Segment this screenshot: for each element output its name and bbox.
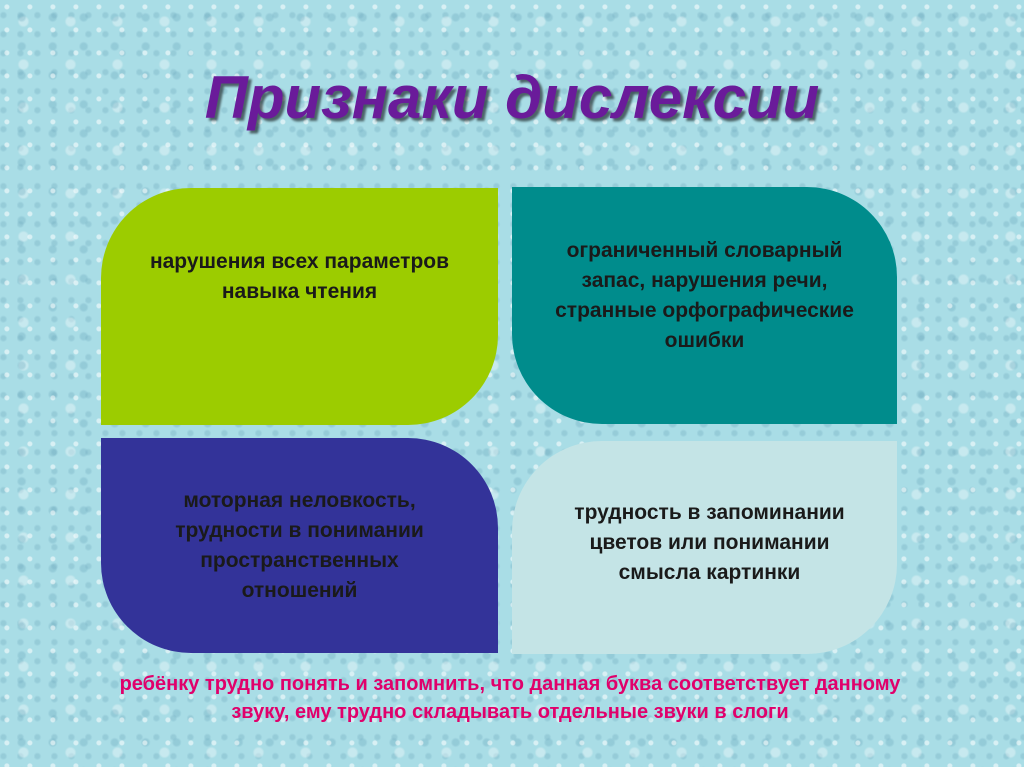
slide-title: Признаки дислексии: [204, 64, 820, 131]
vocabulary-speech-text: ограниченный словарный запас, нарушения речи, странные орфографические ошибки: [555, 238, 854, 352]
color-memory-text: трудность в запоминании цветов или понимании смысла картинки: [574, 500, 845, 584]
reading-skills-text: нарушения всех параметров навыка чтения: [149, 249, 450, 303]
footer-note: ребёнку трудно понять и запомнить, что данная буква соответствует данному звуку, ему трудно складывать отдельные звуки в слоги: [119, 673, 901, 723]
vocabulary-speech-box: [512, 187, 897, 424]
color-memory-box: [512, 441, 897, 654]
reading-skills-box: [101, 188, 498, 425]
motor-clumsiness-text: моторная неловкость, трудности в понимании пространственных отношений: [175, 488, 424, 602]
motor-clumsiness-box: [101, 438, 498, 653]
